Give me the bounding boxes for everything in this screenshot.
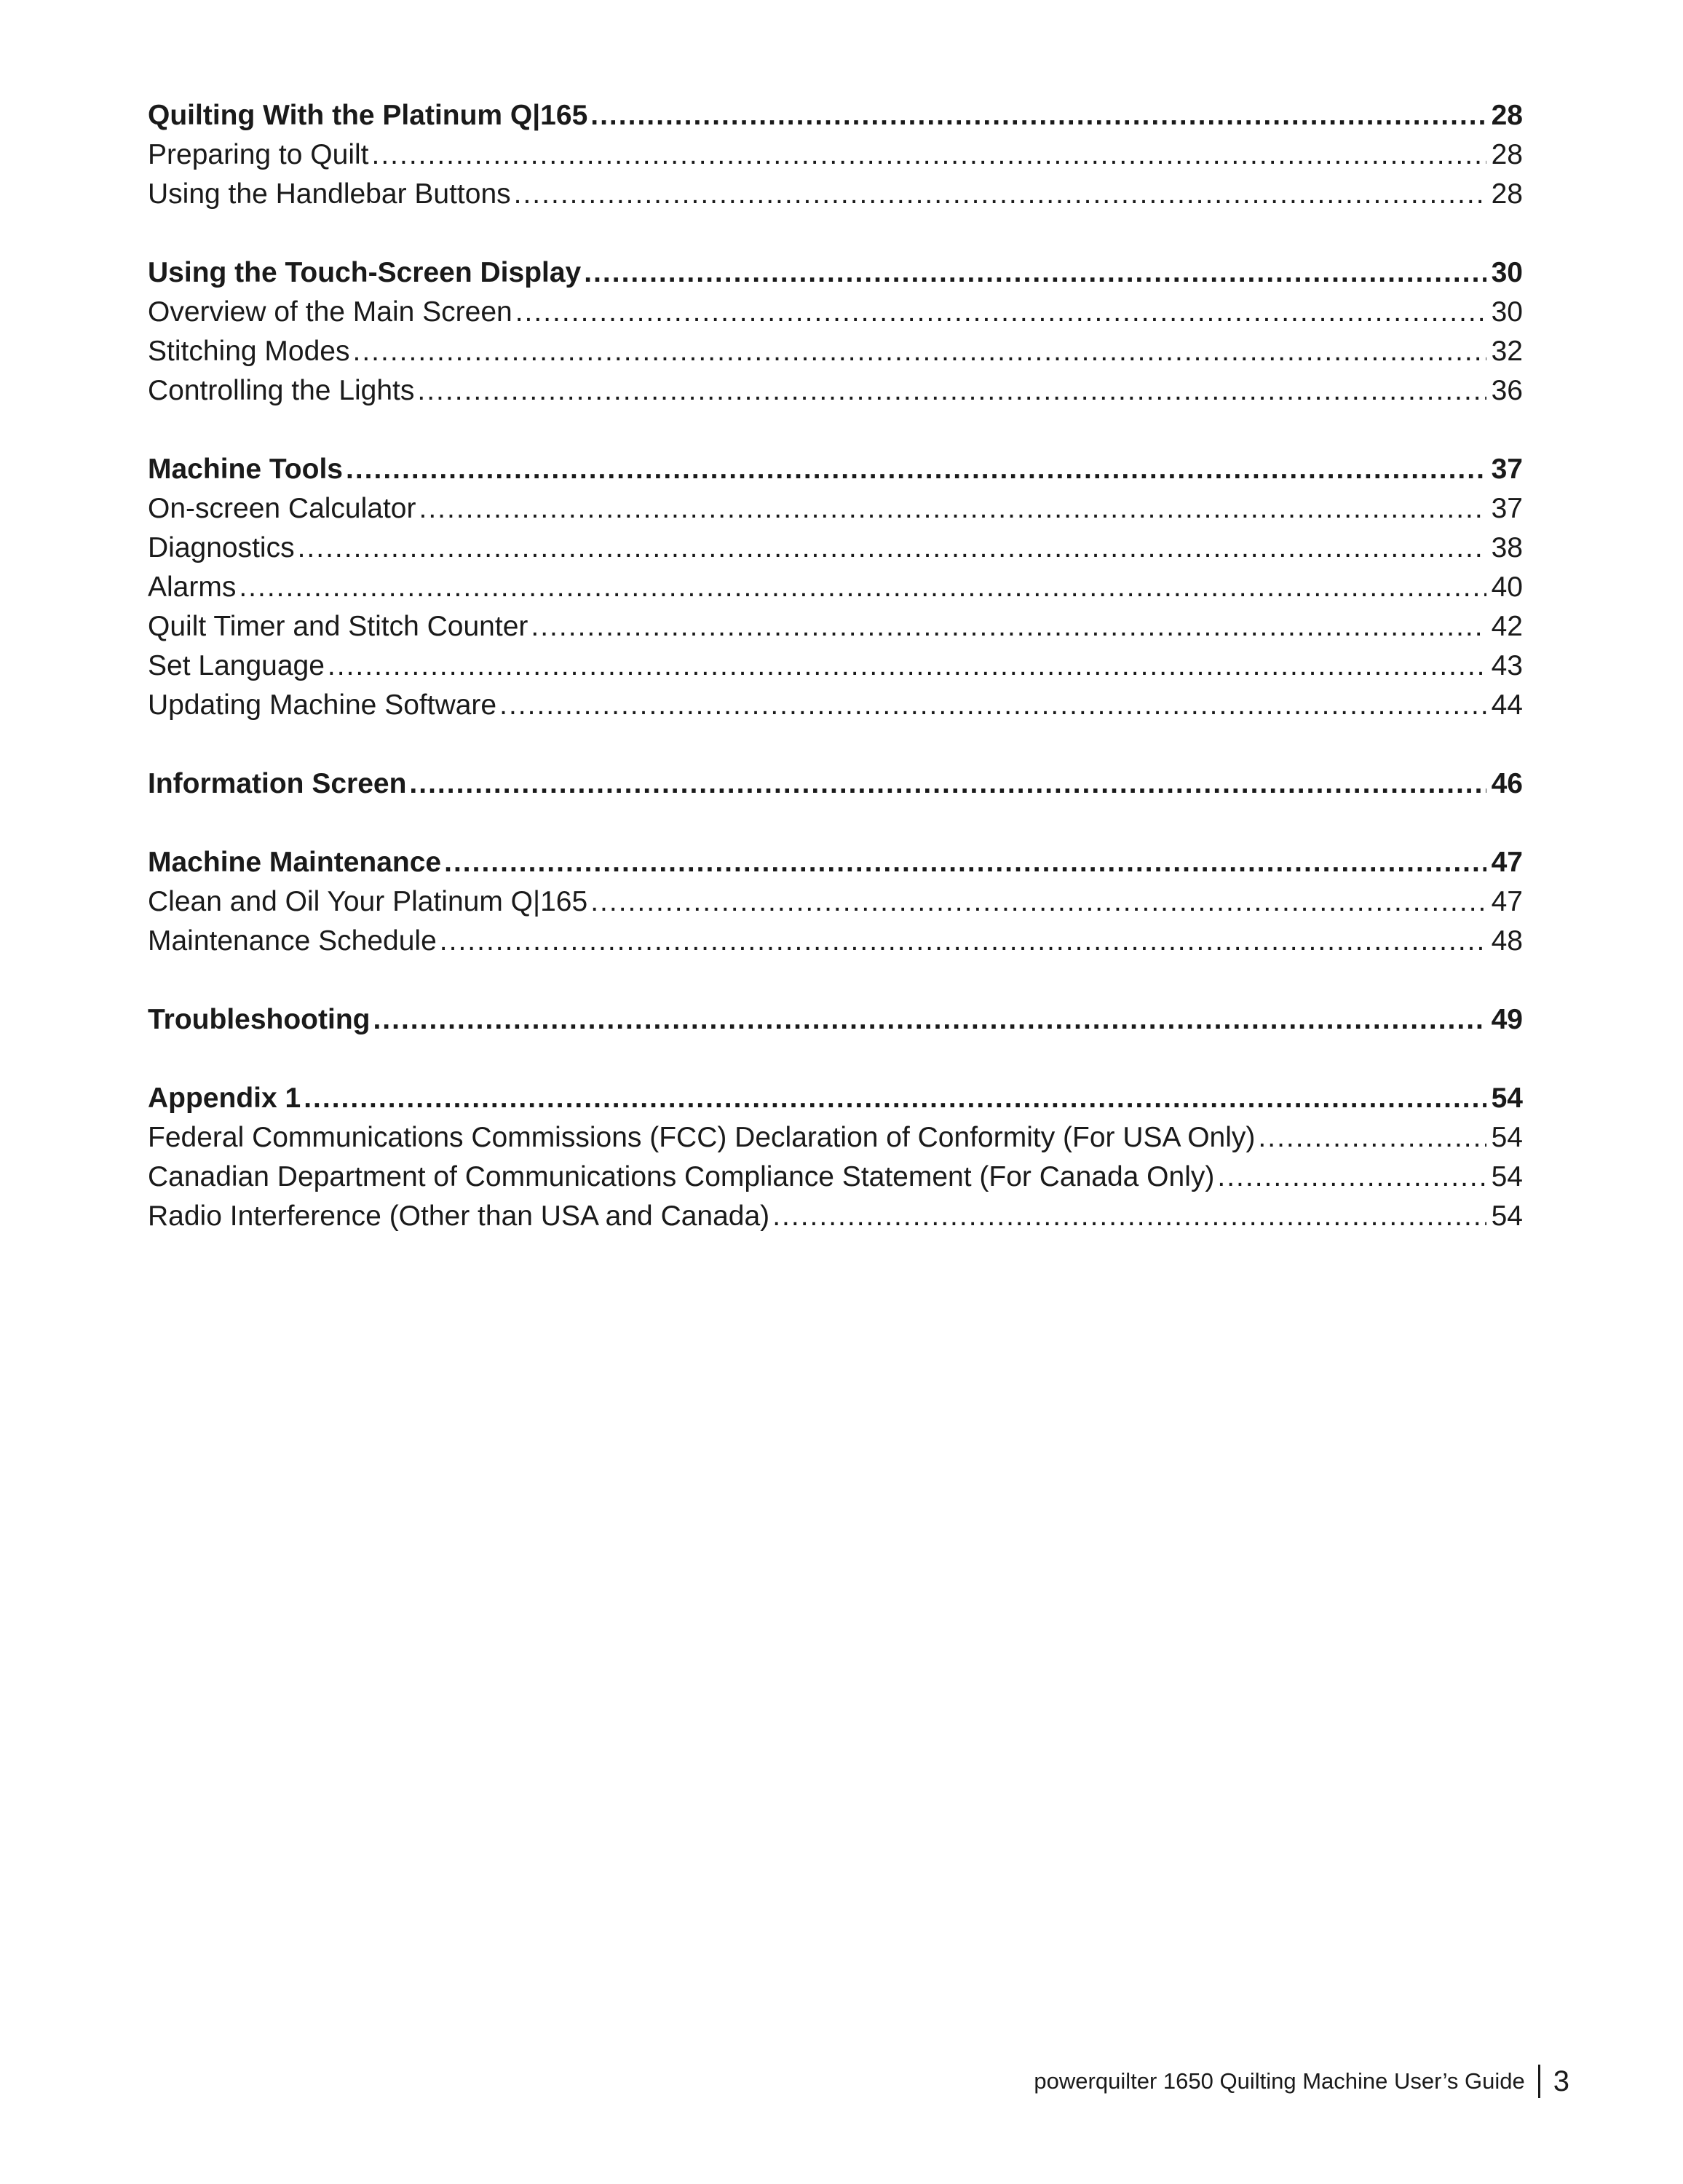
- toc-page-number: 30: [1491, 257, 1523, 288]
- toc-page-number: 49: [1491, 1004, 1523, 1035]
- toc-entry[interactable]: [148, 686, 1523, 725]
- toc-entry[interactable]: [148, 607, 1523, 646]
- toc-page-number: 42: [1491, 611, 1523, 642]
- toc-page-number: 54: [1491, 1200, 1523, 1232]
- toc-heading[interactable]: [148, 843, 1523, 882]
- toc-entry-title: Maintenance Schedule: [148, 925, 437, 957]
- toc-entry-title: Diagnostics: [148, 532, 295, 563]
- dot-leader: [352, 332, 1486, 371]
- toc-entry[interactable]: [148, 135, 1523, 175]
- toc-page-number: 47: [1491, 847, 1523, 878]
- dot-leader: [584, 253, 1486, 293]
- toc-page-number: 46: [1491, 768, 1523, 799]
- toc-entry-title: Alarms: [148, 571, 237, 603]
- toc-entry[interactable]: [148, 1197, 1523, 1236]
- dot-leader: [1217, 1158, 1486, 1197]
- dot-leader: [440, 922, 1486, 961]
- toc-section: [148, 96, 1523, 214]
- dot-leader: [239, 568, 1486, 607]
- toc-entry[interactable]: [148, 568, 1523, 607]
- toc-page-number: 28: [1491, 178, 1523, 210]
- toc-page-number: 48: [1491, 925, 1523, 957]
- toc-heading[interactable]: [148, 1079, 1523, 1118]
- dot-leader: [590, 96, 1486, 135]
- toc-heading[interactable]: [148, 764, 1523, 804]
- toc-entry[interactable]: [148, 1158, 1523, 1197]
- toc-page-number: 54: [1491, 1161, 1523, 1192]
- dot-leader: [531, 607, 1486, 646]
- dot-leader: [419, 489, 1486, 529]
- toc-page-number: 28: [1491, 100, 1523, 131]
- toc-page-number: 54: [1491, 1083, 1523, 1114]
- dot-leader: [417, 371, 1486, 411]
- toc-page-number: 54: [1491, 1122, 1523, 1153]
- toc-page-number: 28: [1491, 139, 1523, 170]
- dot-leader: [373, 1000, 1486, 1040]
- toc-section: [148, 450, 1523, 725]
- toc-entry-title: Preparing to Quilt: [148, 139, 369, 170]
- toc-entry[interactable]: [148, 371, 1523, 411]
- toc-page-number: 43: [1491, 650, 1523, 681]
- toc-heading-title: Machine Maintenance: [148, 847, 442, 878]
- dot-leader: [444, 843, 1486, 882]
- footer-page-number: 3: [1553, 2065, 1569, 2097]
- toc-entry[interactable]: [148, 646, 1523, 686]
- dot-leader: [515, 293, 1486, 332]
- dot-leader: [346, 450, 1486, 489]
- toc-page-number: 36: [1491, 375, 1523, 406]
- dot-leader: [1258, 1118, 1486, 1158]
- toc-entry[interactable]: [148, 529, 1523, 568]
- dot-leader: [298, 529, 1486, 568]
- dot-leader: [514, 175, 1486, 214]
- toc-page-number: 32: [1491, 336, 1523, 367]
- toc-heading-title: Troubleshooting: [148, 1004, 371, 1035]
- dot-leader: [372, 135, 1487, 175]
- toc-entry[interactable]: [148, 1118, 1523, 1158]
- toc-entry-title: Federal Communications Commissions (FCC) Declaration of Conformity (For USA Only): [148, 1122, 1256, 1153]
- toc-section: [148, 253, 1523, 411]
- toc-heading[interactable]: [148, 96, 1523, 135]
- toc-heading-title: Using the Touch-Screen Display: [148, 257, 582, 288]
- toc-entry-title: Stitching Modes: [148, 336, 350, 367]
- toc-page-number: 37: [1491, 493, 1523, 524]
- toc-heading[interactable]: [148, 1000, 1523, 1040]
- dot-leader: [409, 764, 1486, 804]
- toc-page-number: 30: [1491, 296, 1523, 328]
- toc-entry[interactable]: [148, 489, 1523, 529]
- toc-entry[interactable]: [148, 882, 1523, 922]
- dot-leader: [772, 1197, 1486, 1236]
- dot-leader: [304, 1079, 1486, 1118]
- toc-section: [148, 1079, 1523, 1236]
- toc-page-number: 44: [1491, 689, 1523, 721]
- toc-page-number: 47: [1491, 886, 1523, 917]
- toc-entry[interactable]: [148, 293, 1523, 332]
- toc-section: [148, 764, 1523, 804]
- toc-entry-title: On-screen Calculator: [148, 493, 416, 524]
- dot-leader: [328, 646, 1486, 686]
- dot-leader: [590, 882, 1486, 922]
- toc-page-number: 38: [1491, 532, 1523, 563]
- footer-divider: [1538, 2065, 1540, 2098]
- toc-entry-title: Overview of the Main Screen: [148, 296, 512, 328]
- dot-leader: [499, 686, 1486, 725]
- toc-heading[interactable]: [148, 253, 1523, 293]
- toc-heading-title: Quilting With the Platinum Q|165: [148, 100, 588, 131]
- toc-section: [148, 843, 1523, 961]
- toc-entry-title: Canadian Department of Communications Compliance Statement (For Canada Only): [148, 1161, 1215, 1192]
- toc-page-number: 37: [1491, 454, 1523, 485]
- toc-entry[interactable]: [148, 332, 1523, 371]
- toc-page-number: 40: [1491, 571, 1523, 603]
- toc-heading[interactable]: [148, 450, 1523, 489]
- toc-entry-title: Quilt Timer and Stitch Counter: [148, 611, 528, 642]
- toc-section: [148, 1000, 1523, 1040]
- toc-entry-title: Clean and Oil Your Platinum Q|165: [148, 886, 588, 917]
- toc-entry-title: Radio Interference (Other than USA and Canada): [148, 1200, 770, 1232]
- toc-entry[interactable]: [148, 922, 1523, 961]
- toc-heading-title: Information Screen: [148, 768, 407, 799]
- toc-heading-title: Machine Tools: [148, 454, 343, 485]
- toc-heading-title: Appendix 1: [148, 1083, 301, 1114]
- toc-entry-title: Using the Handlebar Buttons: [148, 178, 511, 210]
- page-footer: [1034, 2065, 1569, 2098]
- table-of-contents: [148, 96, 1523, 1275]
- toc-entry-title: Set Language: [148, 650, 325, 681]
- toc-entry[interactable]: [148, 175, 1523, 214]
- toc-entry-title: Updating Machine Software: [148, 689, 497, 721]
- toc-entry-title: Controlling the Lights: [148, 375, 415, 406]
- footer-guide-title: powerquilter 1650 Quilting Machine User’s Guide: [1034, 2068, 1525, 2094]
